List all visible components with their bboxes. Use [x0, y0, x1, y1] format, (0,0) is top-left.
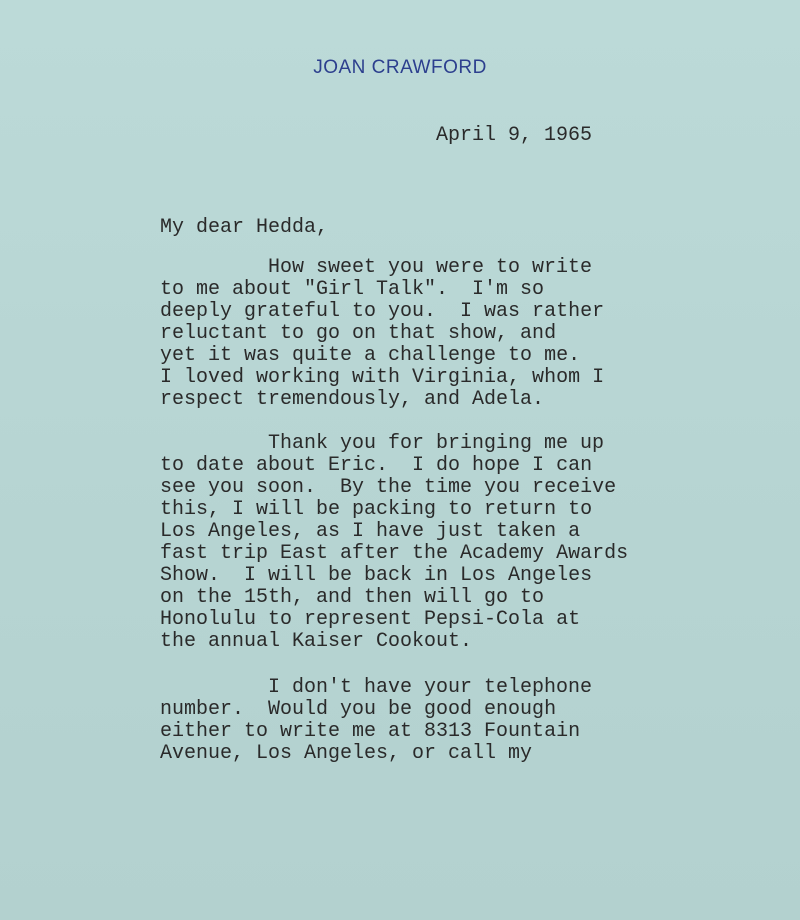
text-line: the annual Kaiser Cookout.: [160, 630, 473, 653]
text-line: deeply grateful to you. I was rather: [160, 300, 605, 323]
text-line: Honolulu to represent Pepsi-Cola at: [160, 608, 581, 631]
paragraph-2: [160, 433, 760, 653]
text-line: Thank you for bringing me up: [268, 432, 605, 455]
text-line: respect tremendously, and Adela.: [160, 388, 545, 411]
text-line: Show. I will be back in Los Angeles: [160, 564, 593, 587]
text-line: I loved working with Virginia, whom I: [160, 366, 605, 389]
salutation: My dear Hedda,: [160, 216, 329, 239]
text-line: Los Angeles, as I have just taken a: [160, 520, 581, 543]
paragraph-3: [160, 677, 760, 765]
letter-date: April 9, 1965: [436, 124, 593, 147]
text-line: see you soon. By the time you receive: [160, 476, 617, 499]
text-line: fast trip East after the Academy Awards: [160, 542, 629, 565]
text-line: to me about "Girl Talk". I'm so: [160, 278, 545, 301]
text-line: to date about Eric. I do hope I can: [160, 454, 593, 477]
text-line: either to write me at 8313 Fountain: [160, 720, 581, 743]
text-line: reluctant to go on that show, and: [160, 322, 557, 345]
text-line: How sweet you were to write: [268, 256, 593, 279]
text-line: Avenue, Los Angeles, or call my: [160, 742, 533, 765]
paragraph-1: [160, 257, 760, 411]
text-line: on the 15th, and then will go to: [160, 586, 545, 609]
text-line: yet it was quite a challenge to me.: [160, 344, 581, 367]
letterhead: JOAN CRAWFORD: [313, 57, 487, 78]
text-line: this, I will be packing to return to: [160, 498, 593, 521]
text-line: I don't have your telephone: [268, 676, 593, 699]
text-line: number. Would you be good enough: [160, 698, 557, 721]
